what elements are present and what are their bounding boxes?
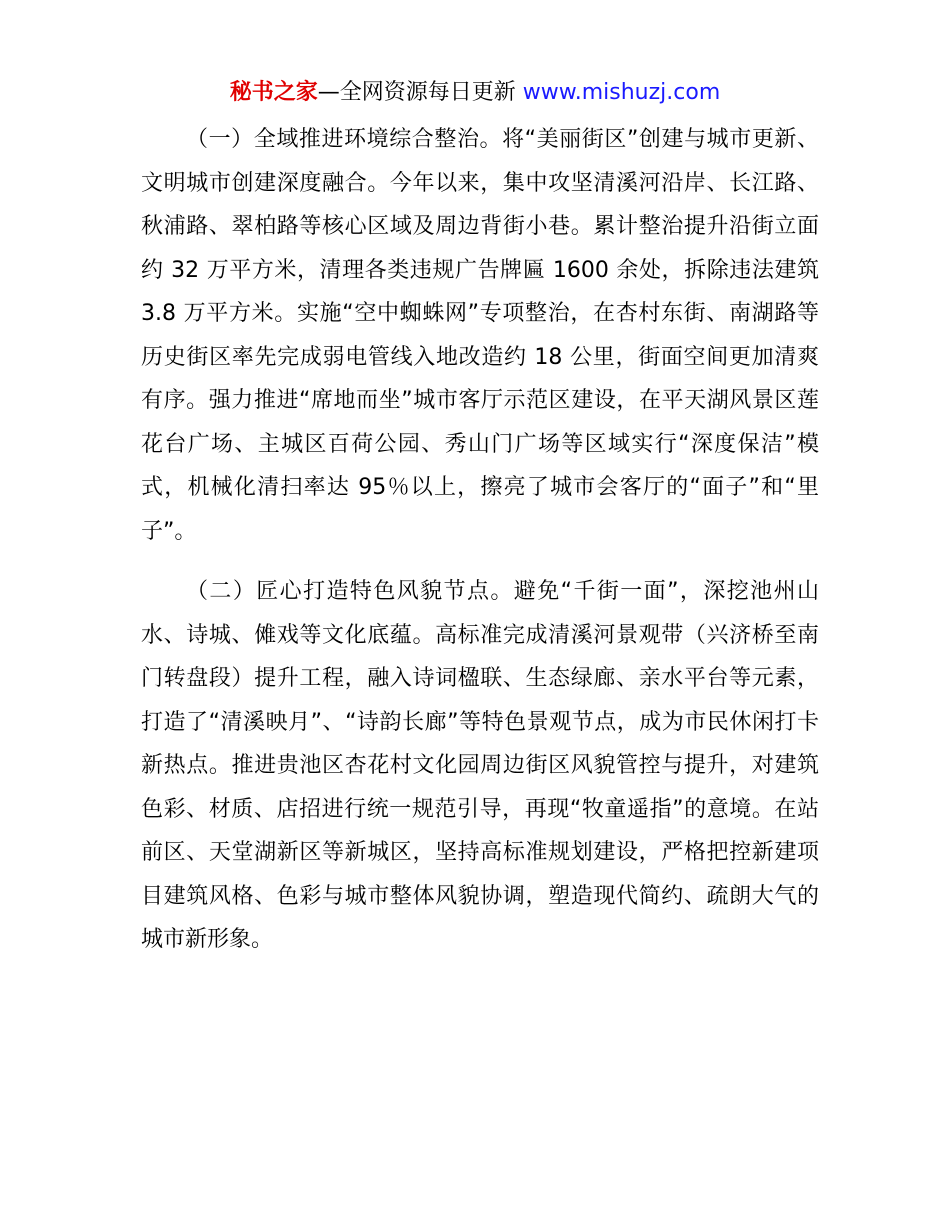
document-body (141, 118, 819, 962)
header-tagline: —全网资源每日更新 (317, 80, 523, 105)
paragraph-2: （二）匠心打造特色风貌节点。避免“千街一面”，深挖池州山水、诗城、傩戏等文化底蕴。高标准完成清溪河景观带（兴济桥至南门转盘段）提升工程，融入诗词楹联、生态绿廊、亲水平台等元素，打造了“清溪映月”、“诗韵长廊”等特色景观节点，成为市民休闲打卡新热点。推进贵池区杏花村文化园周边街区风貌管控与提升，对建筑色彩、材质、店招进行统一规范引导，再现“牧童遥指”的意境。在站前区、天堂湖新区等新城区，坚持高标准规划建设，严格把控新建项目建筑风格、色彩与城市整体风貌协调，塑造现代简约、疏朗大气的城市新形象。 (141, 579, 819, 952)
paragraph-1: （一）全域推进环境综合整治。将“美丽街区”创建与城市更新、文明城市创建深度融合。今年以来，集中攻坚清溪河沿岸、长江路、秋浦路、翠柏路等核心区域及周边背街小巷。累计整治提升沿街立面约 32 万平方米，清理各类违规广告牌匾 1600 余处，拆除违法建筑 3.8 万平方米。实施“空中蜘蛛网”专项整治，在杏村东街、南湖路等历史街区率先完成弱电管线入地改造约 18 公里，街面空间更加清爽有序。强力推进“席地而坐”城市客厅示范区建设，在平天湖风景区莲花台广场、主城区百荷公园、秀山门广场等区域实行“深度保洁”模式，机械化清扫率达 95％以上，擦亮了城市会客厅的“面子”和“里子”。 (141, 127, 819, 544)
site-header (0, 78, 950, 108)
site-url-link[interactable]: www.mishuzj.com (522, 80, 721, 105)
brand-name: 秘书之家 (229, 80, 318, 105)
